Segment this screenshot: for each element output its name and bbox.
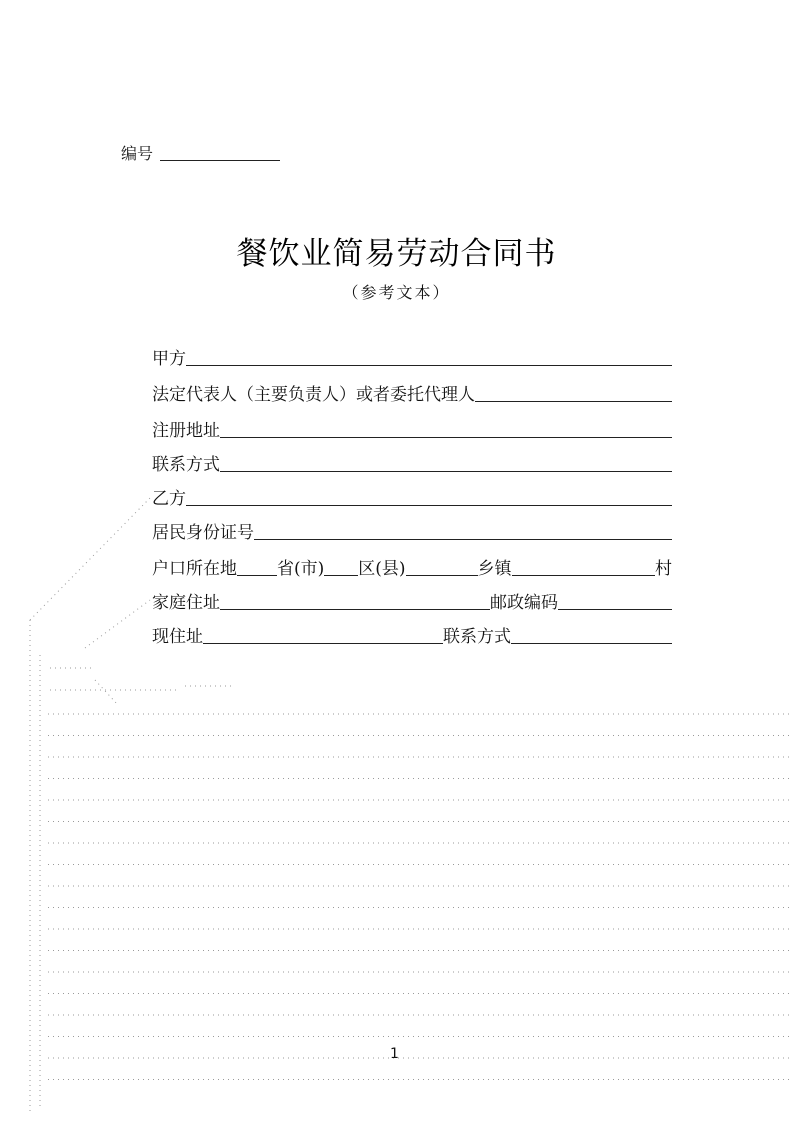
home-address-blank[interactable] xyxy=(220,609,490,610)
home-address-label: 家庭住址 xyxy=(152,593,220,613)
village-blank[interactable] xyxy=(512,575,655,576)
hukou-label: 户口所在地 xyxy=(152,559,237,579)
party-b-blank[interactable] xyxy=(186,505,672,506)
party-a-blank[interactable] xyxy=(186,365,672,366)
id-number-row xyxy=(152,520,672,544)
village-label: 村 xyxy=(655,559,672,579)
legal-rep-label: 法定代表人（主要负责人）或者委托代理人 xyxy=(152,385,475,405)
document-title: 餐饮业简易劳动合同书 xyxy=(236,236,557,272)
legal-rep-blank[interactable] xyxy=(475,401,672,402)
party-b-row xyxy=(152,486,672,510)
province-label: 省(市) xyxy=(277,559,325,579)
contact-a-blank[interactable] xyxy=(220,471,672,472)
id-number-label: 居民身份证号 xyxy=(152,523,254,543)
reg-address-blank[interactable] xyxy=(220,437,672,438)
province-blank[interactable] xyxy=(237,575,277,576)
district-blank[interactable] xyxy=(324,575,358,576)
current-address-blank[interactable] xyxy=(203,643,443,644)
party-a-row xyxy=(152,346,672,370)
party-a-label: 甲方 xyxy=(152,349,186,369)
reg-address-row xyxy=(152,418,672,442)
township-label: 乡镇 xyxy=(477,559,512,579)
district-label: 区(县) xyxy=(358,559,406,579)
serial-number-label: 编号 xyxy=(121,144,154,163)
contact-a-label: 联系方式 xyxy=(152,455,220,475)
id-number-blank[interactable] xyxy=(254,539,672,540)
party-b-label: 乙方 xyxy=(152,489,186,509)
document-subtitle: （参考文本） xyxy=(342,283,451,302)
township-blank[interactable] xyxy=(406,575,478,576)
home-address-row xyxy=(152,590,672,614)
contact-b-label: 联系方式 xyxy=(443,627,511,647)
current-address-row xyxy=(152,624,672,648)
page-number: 1 xyxy=(390,1046,399,1062)
postcode-label: 邮政编码 xyxy=(490,593,558,613)
hukou-row xyxy=(152,556,672,580)
serial-number-blank[interactable] xyxy=(160,160,280,161)
contact-a-row xyxy=(152,452,672,476)
postcode-blank[interactable] xyxy=(558,609,672,610)
reg-address-label: 注册地址 xyxy=(152,421,220,441)
contact-b-blank[interactable] xyxy=(511,643,672,644)
legal-rep-row xyxy=(152,382,672,406)
current-address-label: 现住址 xyxy=(152,627,203,647)
